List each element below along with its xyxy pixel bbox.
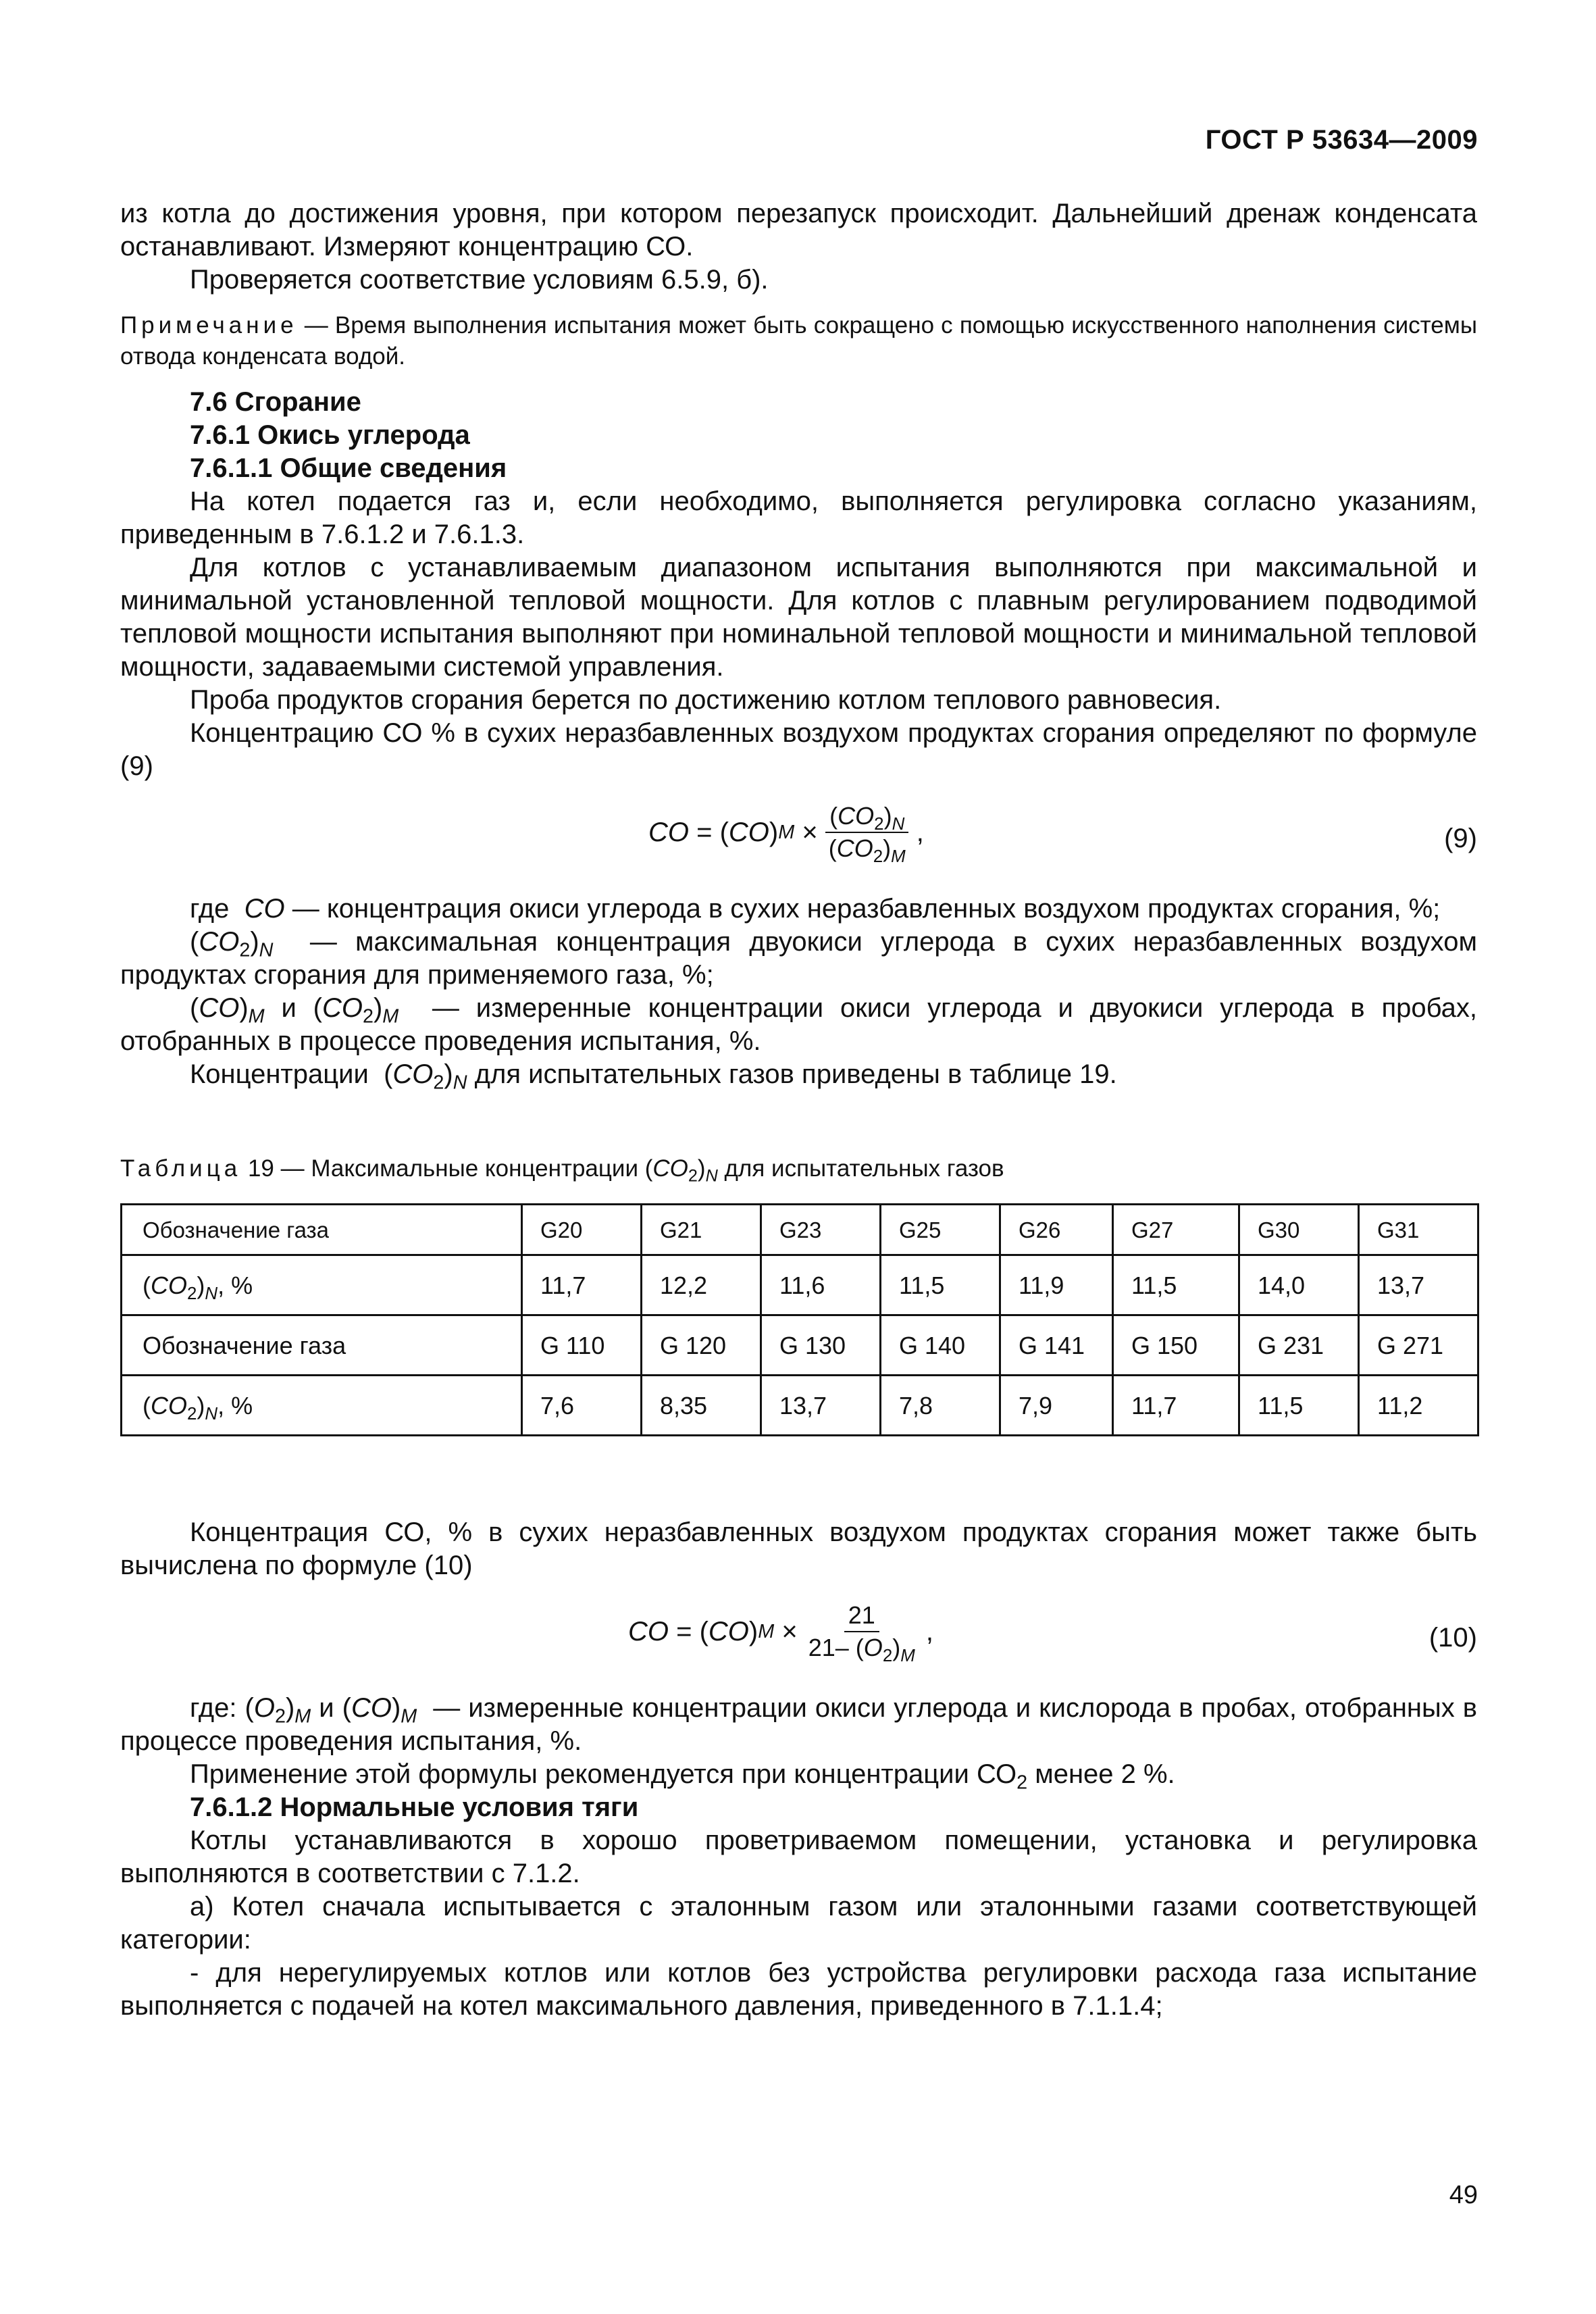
table-cell: G31 — [1359, 1205, 1478, 1255]
where-co: где CO — концентрация окиси углерода в сухих неразбавленных воздухом продуктах сгорания, %; — [190, 894, 1441, 924]
paragraph: Котлы устанавливаются в хорошо проветриваемом помещении, установка и регулировка выполняются в соответствии с 7.1.2. — [120, 1826, 1477, 1888]
table-cell: 12,2 — [642, 1255, 761, 1315]
paragraph: На котел подается газ и, если необходимо, выполняется регулировка согласно указаниям, приведенным в 7.6.1.2 и 7.6.1.3. — [120, 486, 1477, 549]
note-text: — Время выполнения испытания может быть сокращено с помощью искусственного наполнения системы отвода конденсата водой. — [120, 312, 1477, 370]
table-cell: 7,8 — [881, 1376, 1000, 1436]
co2-max-concentration-table — [120, 1203, 1479, 1436]
paragraph-table-ref: Концентрации $(CO_2)_N$ для испытательных газов приведены в таблице 19. — [190, 1059, 1117, 1094]
table-cell: $(CO_2)_N$, % — [122, 1255, 522, 1315]
formula-9 — [120, 797, 1477, 878]
where-co-m: $(CO)_M$ и $(CO_2)_M$ — измеренные концентрации окиси углерода и двуокиси углерода в пробах, отобранных в процессе проведения испытания, %. — [120, 993, 1477, 1056]
paragraph: Для котлов с устанавливаемым диапазоном испытания выполняются при максимальной и минимальной установленной тепловой мощности. Для котлов с плавным регулированием подводимой тепловой мощности испытания выполняют при номинальной тепловой мощности и минимальной тепловой мощности, задаваемыми системой управления. — [120, 553, 1477, 682]
table-cell: 11,7 — [522, 1255, 642, 1315]
note-label: Примечание — [120, 312, 298, 338]
table-cell: G21 — [642, 1205, 761, 1255]
formula-10-number: (10) — [1428, 1623, 1477, 1653]
table-cell: 11,5 — [1113, 1255, 1239, 1315]
table-row — [122, 1255, 1478, 1315]
page-number: 49 — [1449, 2181, 1478, 2209]
table-cell: $(CO_2)_N$, % — [122, 1376, 522, 1436]
table-cell: 11,2 — [1359, 1376, 1478, 1436]
section-heading-7-6-1: 7.6.1 Окись углерода — [190, 420, 470, 450]
table-cell: 11,5 — [1239, 1376, 1359, 1436]
table-cell: 11,5 — [881, 1255, 1000, 1315]
table-cell: G20 — [522, 1205, 642, 1255]
where-o2-m: где: $(O_2)_M$ и $(CO)_M$ — измеренные концентрации окиси углерода и кислорода в пробах, отобранных в процессе проведения испытания, %. — [120, 1693, 1478, 1756]
table-cell: G25 — [881, 1205, 1000, 1255]
paragraph: Проверяется соответствие условиям 6.5.9, б). — [190, 265, 769, 295]
table-cell: G23 — [761, 1205, 881, 1255]
table-cell: 14,0 — [1239, 1255, 1359, 1315]
table-cell: Обозначение газа — [122, 1315, 522, 1376]
table-row — [122, 1315, 1478, 1376]
page-content — [120, 197, 1477, 2023]
table-cell: G 271 — [1359, 1315, 1478, 1376]
paragraph: а) Котел сначала испытывается с эталонным газом или эталонными газами соответствующей категории: — [120, 1892, 1477, 1955]
table-cell: G 231 — [1239, 1315, 1359, 1376]
table-cell: 13,7 — [761, 1376, 881, 1436]
table-cell: G27 — [1113, 1205, 1239, 1255]
section-heading-7-6-1-2: 7.6.1.2 Нормальные условия тяги — [190, 1792, 639, 1822]
table-cell: 8,35 — [642, 1376, 761, 1436]
where-co2-n: $(CO_2)_N$ — максимальная концентрация двуокиси углерода в сухих неразбавленных воздухом продуктах сгорания для применяемого газа, %; — [120, 927, 1477, 990]
paragraph: из котла до достижения уровня, при котором перезапуск происходит. Дальнейший дренаж конденсата останавливают. Измеряют концентрацию СО. — [120, 199, 1477, 261]
section-heading-7-6-1-1: 7.6.1.1 Общие сведения — [190, 453, 507, 483]
paragraph: Концентрация СО, % в сухих неразбавленных воздухом продуктах сгорания может также быть вычислена по формуле (10) — [120, 1517, 1477, 1580]
table-cell: G 140 — [881, 1315, 1000, 1376]
table-cell: 11,9 — [1000, 1255, 1113, 1315]
table-cell: 11,7 — [1113, 1376, 1239, 1436]
table-caption: Таблица 19 — Максимальные концентрации $(CO_2)_N$ для испытательных газов — [120, 1155, 1004, 1186]
table-row — [122, 1376, 1478, 1436]
note — [120, 310, 1477, 372]
table-cell: G 120 — [642, 1315, 761, 1376]
paragraph: - для нерегулируемых котлов или котлов без устройства регулировки расхода газа испытание выполняется с подачей на котел максимального давления, приведенного в 7.1.1.4; — [120, 1958, 1477, 2021]
formula-9-body: CO = ( CO ) M × $\frac{(CO_2)_N}{(CO_2)_M}$ , — [648, 802, 924, 866]
table-cell: G 141 — [1000, 1315, 1113, 1376]
table-cell: G 130 — [761, 1315, 881, 1376]
formula-10-body: CO = ( CO ) M × $\frac{21}{21- (O_2)_M}$ , — [628, 1601, 933, 1665]
paragraph: Применение этой формулы рекомендуется при концентрации $СО_2$ менее 2 %. — [190, 1759, 1175, 1794]
table-cell: G30 — [1239, 1205, 1359, 1255]
document-code-header: ГОСТ Р 53634—2009 — [1205, 125, 1478, 155]
table-cell: G 150 — [1113, 1315, 1239, 1376]
table-cell: 11,6 — [761, 1255, 881, 1315]
formula-9-number: (9) — [1444, 824, 1477, 853]
table-cell: G26 — [1000, 1205, 1113, 1255]
table-cell: 7,9 — [1000, 1376, 1113, 1436]
section-heading-7-6: 7.6 Сгорание — [190, 387, 361, 417]
table-cell: 13,7 — [1359, 1255, 1478, 1315]
paragraph: Концентрацию СО % в сухих неразбавленных воздухом продуктах сгорания определяют по формуле (9) — [120, 718, 1477, 781]
table-cell: G 110 — [522, 1315, 642, 1376]
table-cell: 7,6 — [522, 1376, 642, 1436]
paragraph: Проба продуктов сгорания берется по достижению котлом теплового равновесия. — [190, 685, 1222, 715]
table-cell: Обозначение газа — [122, 1205, 522, 1255]
formula-10 — [120, 1596, 1477, 1677]
table-row — [122, 1205, 1478, 1255]
